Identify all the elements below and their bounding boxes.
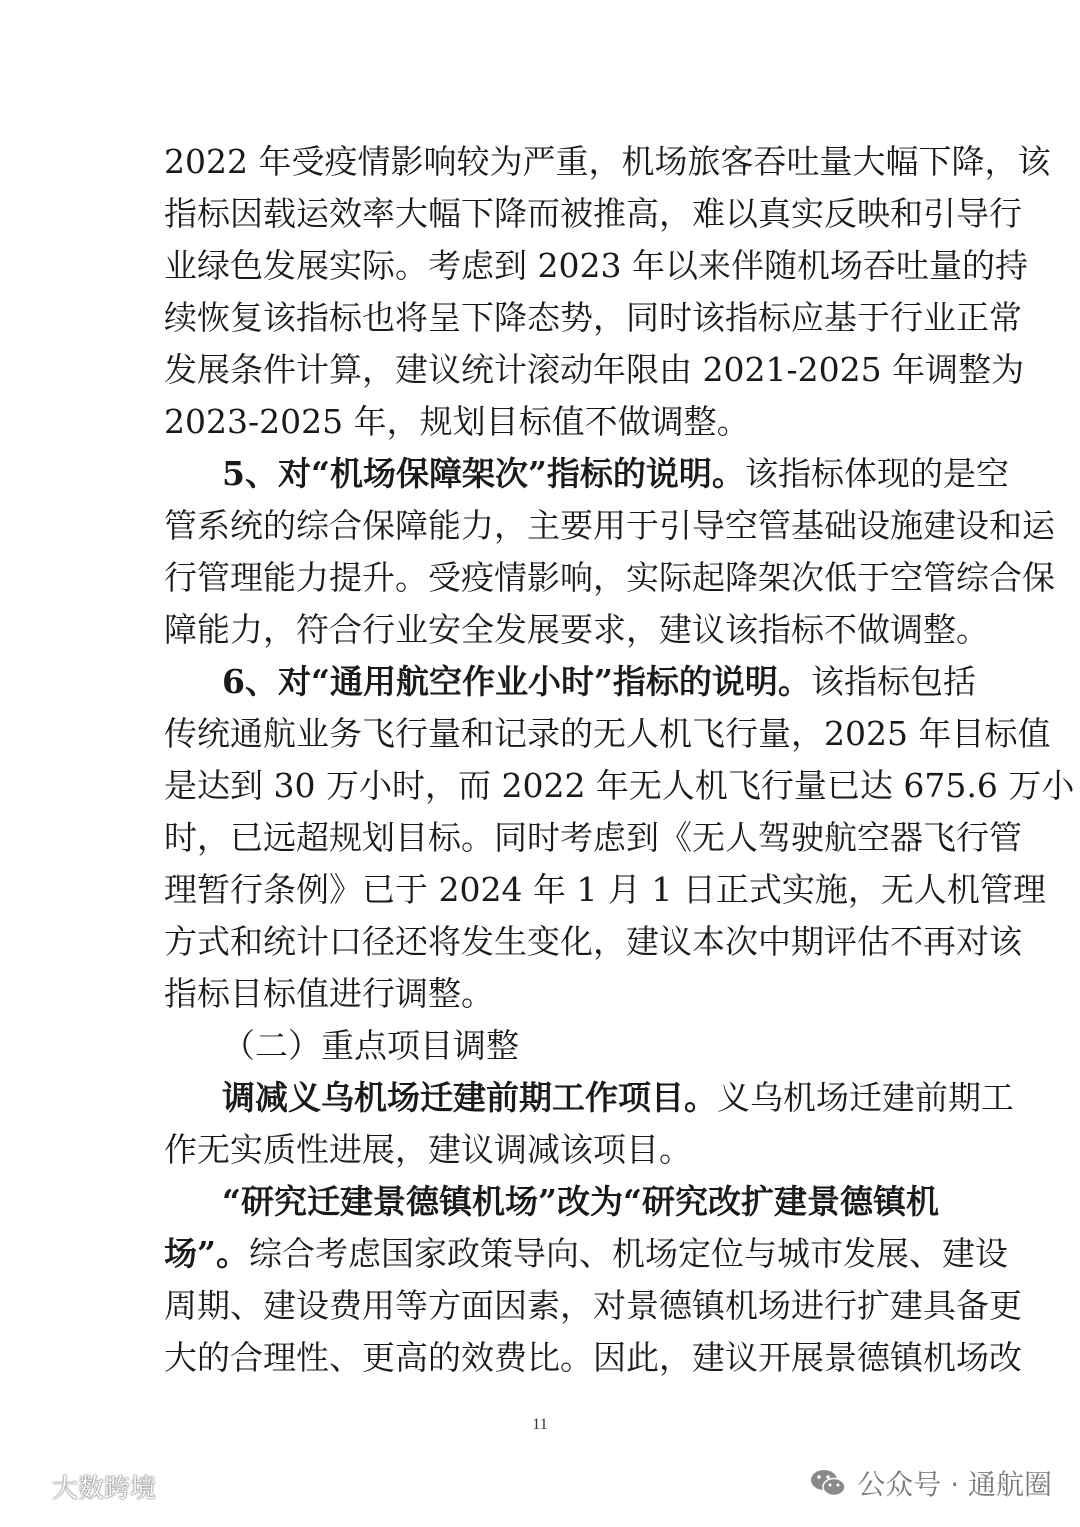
jingdezhen-heading: “研究迁建景德镇机场”改为“研究改扩建景德镇机	[222, 1182, 939, 1221]
paragraph-line: 2023-2025 年，规划目标值不做调整。	[164, 402, 750, 441]
yiwu-heading: 调减义乌机场迁建前期工作项目。	[222, 1078, 717, 1117]
paragraph-line: 2022 年受疫情影响较为严重，机场旅客吞吐量大幅下降，该	[164, 142, 1051, 181]
section-heading: （二）重点项目调整	[222, 1026, 519, 1065]
paragraph-line: 障能力，符合行业安全发展要求，建议该指标不做调整。	[164, 610, 989, 649]
paragraph-line: 大的合理性、更高的效费比。因此，建议开展景德镇机场改	[164, 1338, 1022, 1377]
paragraph-line: 续恢复该指标也将呈下降态势，同时该指标应基于行业正常	[164, 298, 1022, 337]
paragraph-line: 理暂行条例》已于 2024 年 1 月 1 日正式实施，无人机管理	[164, 870, 1046, 909]
paragraph-line: 行管理能力提升。受疫情影响，实际起降架次低于空管综合保	[164, 558, 1055, 597]
jingdezhen-heading-end: 场”。	[164, 1234, 249, 1273]
wechat-icon	[809, 1467, 847, 1499]
jingdezhen-second-line	[164, 1228, 1008, 1280]
paragraph-line: 传统通航业务飞行量和记录的无人机飞行量，2025 年目标值	[164, 714, 1051, 753]
item6-text: 该指标包括	[810, 662, 976, 701]
paragraph-line: 业绿色发展实际。考虑到 2023 年以来伴随机场吞吐量的持	[164, 246, 1028, 285]
paragraph-line: 作无实质性进展，建议调减该项目。	[164, 1130, 692, 1169]
paragraph-line: 发展条件计算，建议统计滚动年限由 2021-2025 年调整为	[164, 350, 1025, 389]
item6-heading: 6、对“通用航空作业小时”指标的说明。	[222, 662, 811, 701]
paragraph-line: 指标因载运效率大幅下降而被推高，难以真实反映和引导行	[164, 194, 1022, 233]
paragraph-line: 周期、建设费用等方面因素，对景德镇机场进行扩建具备更	[164, 1286, 1022, 1325]
page-number: 11	[532, 1416, 548, 1433]
weibo-style-logo-icon	[10, 1475, 46, 1499]
watermark-right	[809, 1463, 1052, 1503]
paragraph-line: 指标目标值进行调整。	[164, 974, 494, 1013]
yiwu-text: 义乌机场迁建前期工	[717, 1078, 1014, 1117]
paragraph-line: 时，已远超规划目标。同时考虑到《无人驾驶航空器飞行管	[164, 818, 1022, 857]
item5-heading: 5、对“机场保障架次”指标的说明。	[222, 454, 745, 493]
paragraph-line: 方式和统计口径还将发生变化，建议本次中期评估不再对该	[164, 922, 1022, 961]
paragraph-line: 管系统的综合保障能力，主要用于引导空管基础设施建设和运	[164, 506, 1055, 545]
yiwu-first-line	[222, 1072, 1014, 1124]
watermark-left-text: 大数跨境	[52, 1474, 157, 1504]
watermark-right-text: 公众号 · 通航圈	[857, 1468, 1052, 1501]
item5-text: 该指标体现的是空	[744, 454, 1009, 493]
item5-first-line	[222, 448, 1009, 500]
watermark-left	[10, 1468, 156, 1505]
item6-first-line	[222, 656, 976, 708]
paragraph-line: 是达到 30 万小时，而 2022 年无人机飞行量已达 675.6 万小	[164, 766, 1075, 805]
jingdezhen-text: 综合考虑国家政策导向、机场定位与城市发展、建设	[248, 1234, 1008, 1273]
